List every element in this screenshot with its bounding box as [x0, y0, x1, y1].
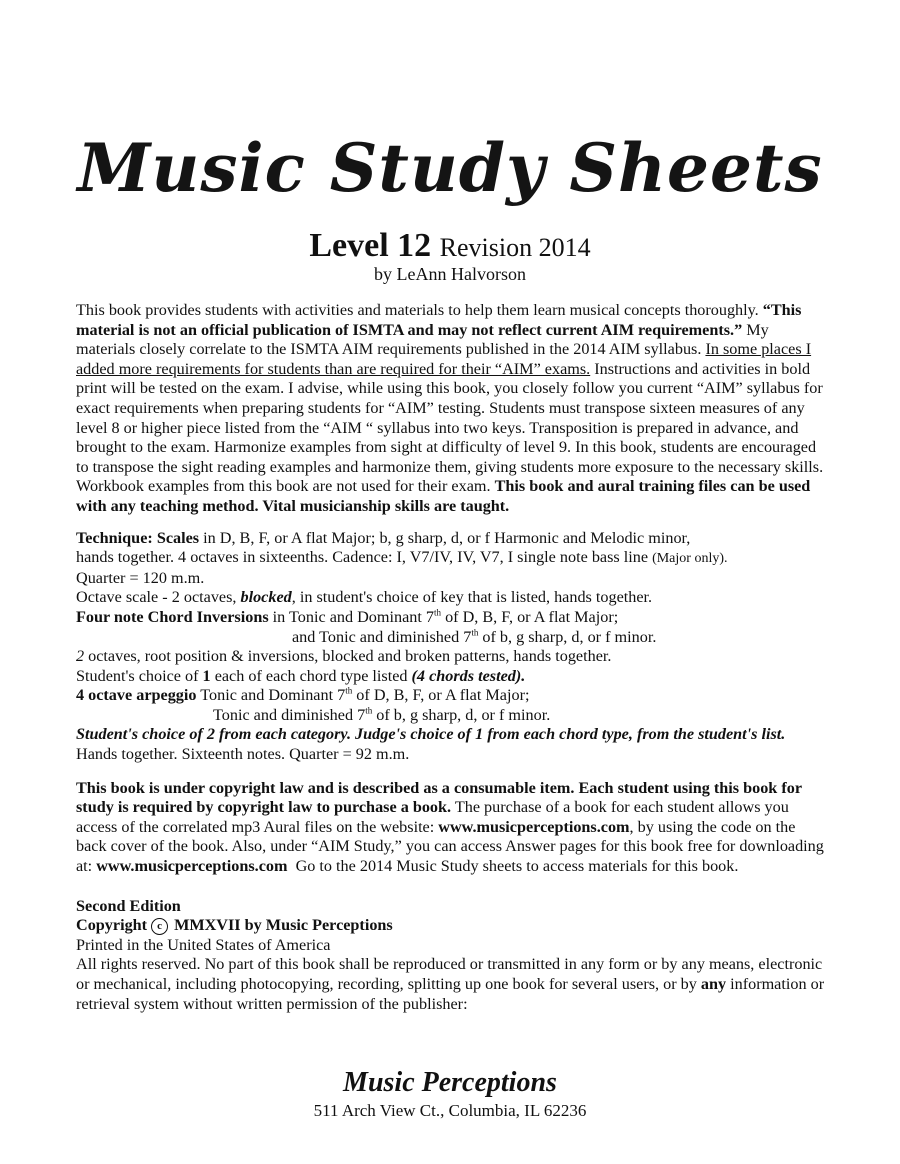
choice-line [76, 667, 828, 687]
intro-sentence-1: This book provides students with activities and materials to help them learn musical concepts thoroughly. [76, 301, 759, 319]
scales-line-2-text: hands together. 4 octaves in sixteenths. Cadence: I, V7/IV, IV, V7, I single note bass line [76, 548, 649, 567]
superscript-th: th [345, 685, 353, 696]
edition-section [76, 897, 828, 1015]
judge-choice-line [76, 725, 828, 764]
copyright-label: Copyright [76, 916, 148, 935]
scales-line-2 [76, 548, 828, 569]
underlined-note: In some places I added more requirements for students than are required for their “AIM” exams. [76, 340, 812, 378]
notice-text-1: The purchase of a book for each student allows you access of the correlated mp3 Aural files on the website: [76, 798, 789, 836]
superscript-th: th [365, 705, 373, 716]
chord-inversions-line-2 [76, 628, 828, 648]
book-title: Music Study Sheets [77, 129, 823, 207]
scale-tempo: Quarter = 120 m.m. [76, 568, 205, 587]
arpeggio-tempo: Hands together. Sixteenth notes. Quarter = 92 m.m. [76, 745, 410, 764]
teaching-method-note: This book and aural training files can be used with any teaching method. Vital musicianship skills are taught. [76, 477, 811, 515]
technique-label: Technique: [76, 528, 153, 547]
chord2-text-a: and Tonic and diminished 7 [292, 627, 472, 646]
chord-text-b: of D, B, F, or A flat Major; [445, 607, 619, 626]
octave-scale-text: Octave scale - 2 octaves, [76, 588, 237, 607]
two-number: 2 [76, 647, 85, 666]
chord2-text-b: of b, g sharp, d, or f minor. [482, 627, 657, 646]
publisher-name: Music Perceptions [343, 1067, 557, 1098]
superscript-th: th [434, 607, 442, 618]
arpeggio2-text-b: of b, g sharp, d, or f minor. [376, 705, 551, 724]
octave-scale-text-2: , in student's choice of key that is listed, hands together. [291, 588, 653, 607]
consumable-notice: This book is under copyright law and is described as a consumable item. Each student using this book for study is required by copyright law to purchase a book. [76, 778, 802, 817]
body-content [76, 301, 828, 1014]
choice-text-a: Student's choice of [76, 666, 199, 685]
copyright-notice-paragraph [76, 779, 828, 877]
any-word: any [700, 975, 727, 993]
publisher-address: 511 Arch View Ct., Columbia, IL 62236 [313, 1101, 587, 1120]
scales-line [76, 529, 828, 549]
edition-label: Second Edition [76, 896, 181, 915]
chord-inversions-label: Four note Chord Inversions [76, 607, 269, 626]
notice-text-3: Go to the 2014 Music Study sheets to access materials for this book. [295, 857, 739, 876]
revision-label: Revision 2014 [439, 233, 591, 262]
chord-text-a: in Tonic and Dominant 7 [272, 607, 434, 626]
judge-choice-text: Student's choice of 2 from each category. Judge's choice of 1 from each chord type, from the student's list. [76, 725, 786, 744]
level-label: Level 12 [309, 227, 432, 264]
blocked-label: blocked [240, 588, 292, 607]
octaves-line [76, 647, 828, 667]
author-byline: by LeAnn Halvorson [374, 264, 526, 284]
arpeggio-label: 4 octave arpeggio [76, 686, 197, 705]
notice-text-2: , by using the code on the back cover of the book. Also, under “AIM Study,” you can access Answer pages for this book free for downloading at: [76, 817, 824, 876]
superscript-th: th [471, 627, 479, 638]
scales-text: in D, B, F, or A flat Major; b, g sharp, d, or f Harmonic and Melodic minor, [203, 528, 691, 547]
technique-section [76, 529, 828, 765]
arpeggio-line [76, 686, 828, 706]
arpeggio-line-2 [76, 706, 828, 726]
chord-inversions-line [76, 608, 828, 628]
intro-sentence-2: My materials closely correlate to the ISMTA AIM requirements published in the 2014 AIM syllabus. [76, 320, 769, 359]
arpeggio2-text-a: Tonic and diminished 7 [213, 705, 366, 724]
four-chords-note: (4 chords tested). [411, 666, 526, 685]
level-heading [0, 226, 900, 268]
rights-text-b: information or retrieval system without written permission of the publisher: [76, 975, 825, 1013]
website-url: www.musicperceptions.com [438, 817, 630, 836]
intro-sentence-3: Instructions and activities in bold print will be tested on the exam. I advise, while using this book, you closely follow you current “AIM” syllabus for exact requirements when preparing students for “AIM” testing. Students must transpose sixteen measures of any level 8 or higher piece listed from the “AIM “ syllabus into two keys. Transposition is prepared in advance, and brought to the exam. Harmonize examples from sight at difficulty of level 9. In this book, students are encouraged to transpose the sight reading examples and harmonize them, giving students more exposure to the necessary skills. Workbook examples from this book are not used for their exam. [76, 359, 824, 496]
rights-paragraph [76, 955, 828, 1014]
scales-label: Scales [156, 528, 200, 547]
rights-text-a: All rights reserved. No part of this book shall be reproduced or transmitted in any form or by any means, electronic or mechanical, including photocopying, recording, splitting up one book for several users, or by [76, 955, 823, 993]
one-number: 1 [202, 666, 211, 685]
major-only-note: (Major only). [652, 551, 728, 567]
octave-scale-line [76, 588, 828, 608]
octaves-text: octaves, root position & inversions, blocked and broken patterns, hands together. [88, 647, 612, 666]
website-url-2: www.musicperceptions.com [96, 857, 288, 876]
choice-text-b: each of each chord type listed [214, 666, 408, 685]
intro-paragraph [76, 301, 828, 517]
copyright-symbol-icon: c [151, 918, 168, 935]
copyright-holder: MMXVII by Music Perceptions [174, 916, 393, 935]
printed-in: Printed in the United States of America [76, 935, 331, 954]
copyright-line [76, 916, 828, 936]
arpeggio-text-a: Tonic and Dominant 7 [200, 686, 346, 705]
disclaimer: “This material is not an official publication of ISMTA and may not reflect current AIM requirements.” [76, 301, 802, 339]
arpeggio-text-b: of D, B, F, or A flat Major; [356, 686, 530, 705]
